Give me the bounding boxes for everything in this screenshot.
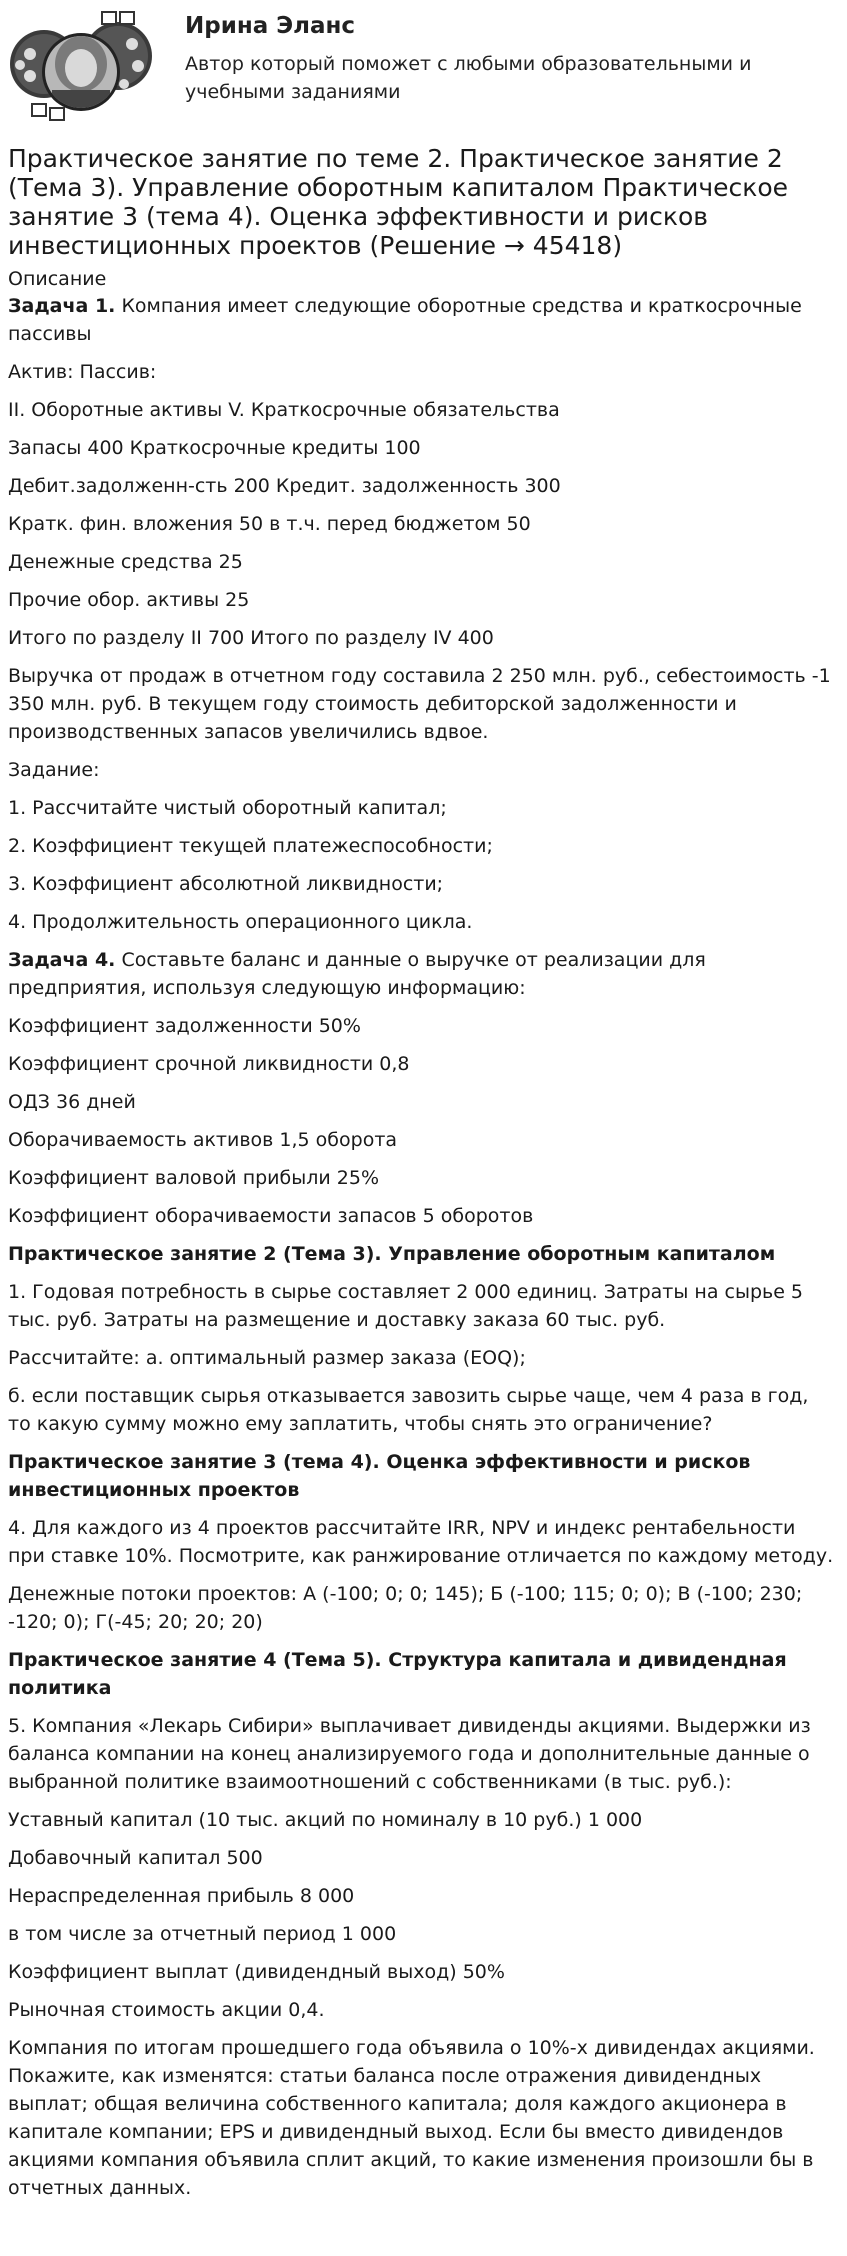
description-label: Описание <box>8 268 107 290</box>
paragraph-heading: Практическое занятие 4 (Тема 5). Структура капитала и дивидендная политика <box>8 1649 787 1699</box>
paragraph-text: 1. Рассчитайте чистый оборотный капитал; <box>8 797 447 819</box>
paragraph-text: Прочие обор. активы 25 <box>8 589 250 611</box>
content-paragraph <box>8 1278 837 1334</box>
content-paragraph <box>8 1164 837 1192</box>
paragraph-text: Рыночная стоимость акции 0,4. <box>8 1999 325 2021</box>
content-paragraph <box>8 510 837 538</box>
page-title: Практическое занятие по теме 2. Практическое занятие 2 (Тема 3). Управление оборотным капиталом Практическое занятие 3 (тема 4). Оценка эффективности и рисков инвестиционных проектов (Решение → 45418) <box>8 144 789 260</box>
paragraph-text: Оборачиваемость активов 1,5 оборота <box>8 1129 398 1151</box>
content-paragraph <box>8 1240 837 1268</box>
content-paragraph <box>8 358 837 386</box>
content-paragraph <box>8 1382 837 1438</box>
paragraph-text: Коэффициент срочной ликвидности 0,8 <box>8 1053 410 1075</box>
content-paragraph <box>8 908 837 936</box>
paragraph-text: II. Оборотные активы V. Краткосрочные обязательства <box>8 399 560 421</box>
paragraph-text: Компания имеет следующие оборотные средства и краткосрочные пассивы <box>8 295 802 345</box>
paragraph-text: Коэффициент задолженности 50% <box>8 1015 361 1037</box>
content-paragraph <box>8 662 837 746</box>
paragraph-heading: Практическое занятие 3 (тема 4). Оценка эффективности и рисков инвестиционных проектов <box>8 1451 751 1501</box>
paragraph-text: ОДЗ 36 дней <box>8 1091 136 1113</box>
content-paragraph <box>8 794 837 822</box>
content-paragraph <box>8 1580 837 1636</box>
content-paragraph <box>8 832 837 860</box>
paragraph-text: Коэффициент оборачиваемости запасов 5 оборотов <box>8 1205 534 1227</box>
paragraph-text: Компания по итогам прошедшего года объявила о 10%-х дивидендах акциями. Покажите, как изменятся: статьи баланса после отражения дивидендных выплат; общая величина собственного капитала; доля каждого акционера в капитале компании; EPS и дивидендный выход. Если бы вместо дивидендов акциями компания объявила сплит акций, то какие изменения произошли бы в отчетных данных. <box>8 2037 815 2199</box>
paragraph-heading: Практическое занятие 2 (Тема 3). Управление оборотным капиталом <box>8 1243 776 1265</box>
author-description: Автор который поможет с любыми образовательными и учебными заданиями <box>185 53 752 103</box>
paragraph-text: 5. Компания «Лекарь Сибири» выплачивает дивиденды акциями. Выдержки из баланса компании на конец анализируемого года и дополнительные данные о выбранной политике взаимоотношений с собственниками (в тыс. руб.): <box>8 1715 811 1793</box>
paragraph-text: Уставный капитал (10 тыс. акций по номиналу в 10 руб.) 1 000 <box>8 1809 643 1831</box>
paragraph-text: 4. Продолжительность операционного цикла. <box>8 911 473 933</box>
content-paragraph <box>8 1958 837 1986</box>
paragraph-text: Запасы 400 Краткосрочные кредиты 100 <box>8 437 421 459</box>
content-paragraph <box>8 1514 837 1570</box>
paragraph-text: Задание: <box>8 759 100 781</box>
paragraph-text: Итого по разделу II 700 Итого по разделу IV 400 <box>8 627 494 649</box>
paragraph-heading: Задача 1. <box>8 295 116 317</box>
content-paragraph <box>8 1646 837 1702</box>
content-paragraph <box>8 1344 837 1372</box>
content-paragraph <box>8 1712 837 1796</box>
content-paragraph <box>8 1050 837 1078</box>
paragraph-text: б. если поставщик сырья отказывается завозить сырье чаще, чем 4 раза в год, то какую сумму можно ему заплатить, чтобы снять это ограничение? <box>8 1385 809 1435</box>
content-paragraph <box>8 624 837 652</box>
paragraph-text: Коэффициент выплат (дивидендный выход) 50% <box>8 1961 505 1983</box>
content-paragraph <box>8 1126 837 1154</box>
content-paragraph <box>8 946 837 1002</box>
paragraph-text: Дебит.задолженн-сть 200 Кредит. задолженность 300 <box>8 475 561 497</box>
paragraph-text: 4. Для каждого из 4 проектов рассчитайте IRR, NPV и индекс рентабельности при ставке 10%. Посмотрите, как ранжирование отличается по каждому методу. <box>8 1517 834 1567</box>
author-name[interactable]: Ирина Эланс <box>185 13 356 39</box>
paragraph-text: 1. Годовая потребность в сырье составляет 2 000 единиц. Затраты на сырье 5 тыс. руб. Затраты на размещение и доставку заказа 60 тыс. руб. <box>8 1281 804 1331</box>
content-paragraph <box>8 396 837 424</box>
content-paragraph <box>8 472 837 500</box>
content-paragraph <box>8 1844 837 1872</box>
content-paragraph <box>8 1806 837 1834</box>
paragraph-text: Составьте баланс и данные о выручке от реализации для предприятия, используя следующую информацию: <box>8 949 706 999</box>
content-paragraph <box>8 1882 837 1910</box>
paragraph-text: Добавочный капитал 500 <box>8 1847 263 1869</box>
content-paragraph <box>8 548 837 576</box>
author-card <box>0 0 847 138</box>
paragraph-text: Рассчитайте: а. оптимальный размер заказа (EOQ); <box>8 1347 526 1369</box>
content-paragraph <box>8 756 837 784</box>
content-paragraph <box>8 586 837 614</box>
content-paragraph <box>8 1202 837 1230</box>
content-paragraph <box>8 1920 837 1948</box>
paragraph-text: Выручка от продаж в отчетном году составила 2 250 млн. руб., себестоимость -1 350 млн. руб. В текущем году стоимость дебиторской задолженности и производственных запасов увеличились вдвое. <box>8 665 831 743</box>
film-reel-avatar-icon[interactable] <box>6 6 156 132</box>
paragraph-text: Денежные средства 25 <box>8 551 243 573</box>
paragraph-text: Денежные потоки проектов: А (-100; 0; 0; 145); Б (-100; 115; 0; 0); В (-100; 230; -120; 0); Г(-45; 20; 20; 20) <box>8 1583 803 1633</box>
content-paragraph <box>8 1088 837 1116</box>
paragraph-text: 2. Коэффициент текущей платежеспособности; <box>8 835 493 857</box>
paragraph-text: 3. Коэффициент абсолютной ликвидности; <box>8 873 444 895</box>
content-paragraph <box>8 1996 837 2024</box>
content-paragraph <box>8 870 837 898</box>
paragraph-text: Коэффициент валовой прибыли 25% <box>8 1167 380 1189</box>
paragraph-text: в том числе за отчетный период 1 000 <box>8 1923 397 1945</box>
content-paragraph <box>8 1448 837 1504</box>
content-paragraph <box>8 292 837 348</box>
content-paragraph <box>8 434 837 462</box>
description-content <box>8 292 837 2202</box>
paragraph-heading: Задача 4. <box>8 949 116 971</box>
paragraph-text: Нераспределенная прибыль 8 000 <box>8 1885 355 1907</box>
paragraph-text: Кратк. фин. вложения 50 в т.ч. перед бюджетом 50 <box>8 513 531 535</box>
content-paragraph <box>8 1012 837 1040</box>
paragraph-text: Актив: Пассив: <box>8 361 157 383</box>
content-paragraph <box>8 2034 837 2202</box>
avatar <box>6 6 156 132</box>
